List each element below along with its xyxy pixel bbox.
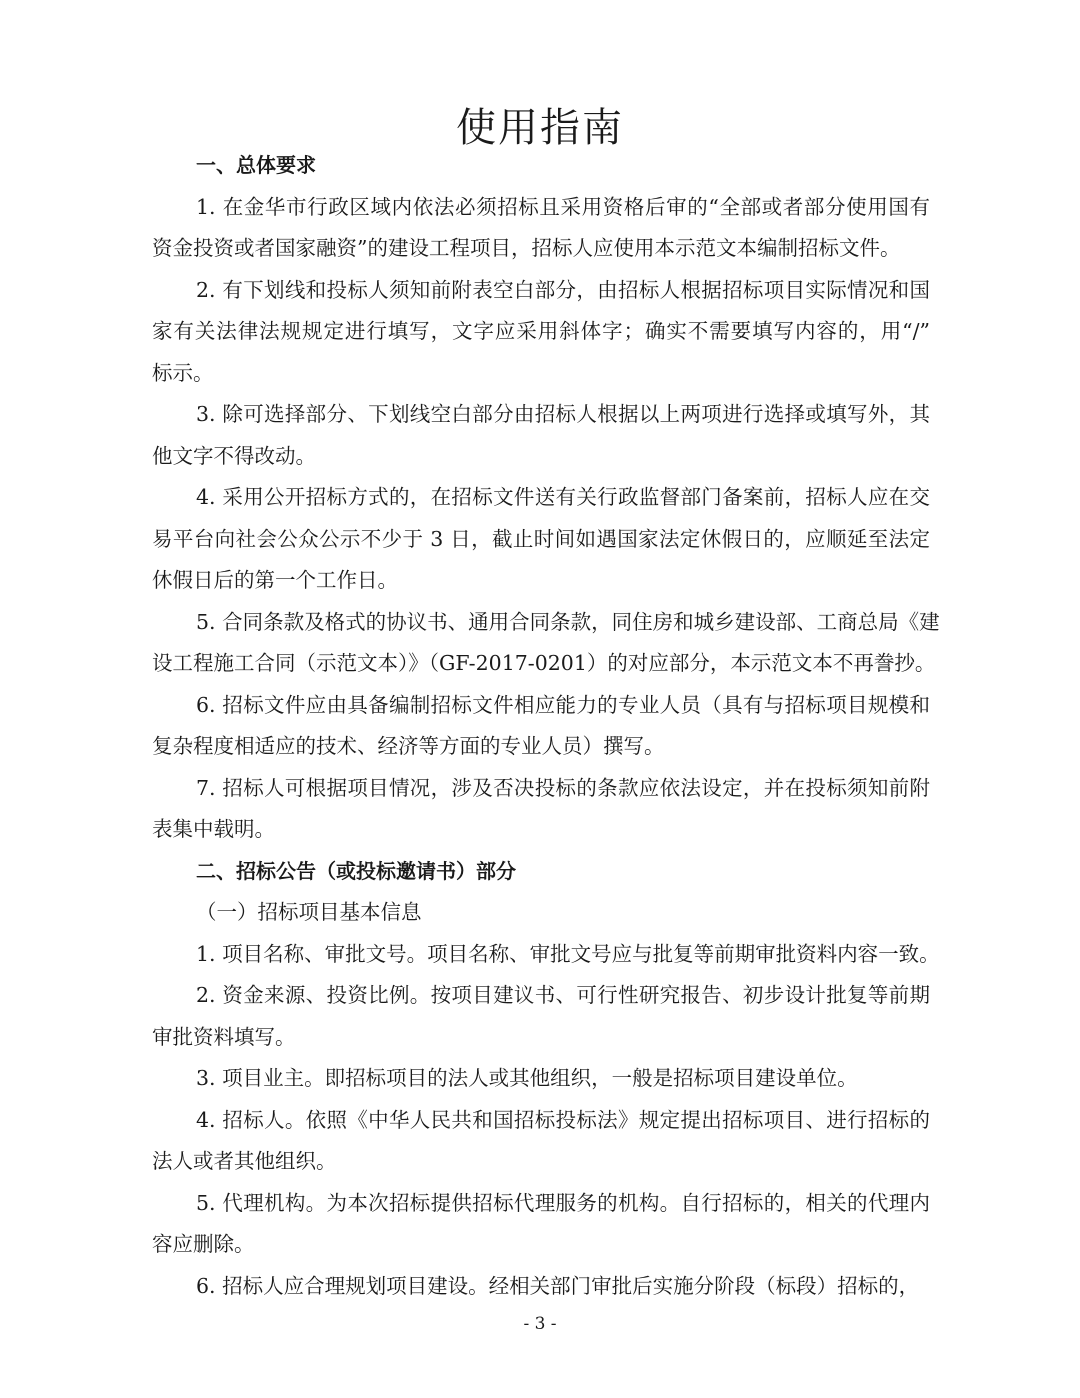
paragraph xyxy=(152,602,940,685)
section-2-items xyxy=(152,934,940,1308)
paragraph-line: 6. 招标文件应由具备编制招标文件相应能力的专业人员（具有与招标项目规模和 xyxy=(196,692,930,717)
section-heading: 一、总体要求 xyxy=(196,153,316,177)
paragraph xyxy=(152,975,930,1058)
paragraph-line: 2. 资金来源、投资比例。按项目建议书、可行性研究报告、初步设计批复等前期 xyxy=(196,983,930,1007)
paragraph-line: 审批资料填写。 xyxy=(152,1024,296,1049)
paragraph-line: 休假日后的第一个工作日。 xyxy=(152,568,398,592)
paragraph xyxy=(152,685,930,768)
paragraph xyxy=(152,1266,930,1308)
paragraph-line: 5. 代理机构。为本次招标提供招标代理服务的机构。自行招标的，相关的代理内 xyxy=(196,1190,930,1215)
paragraph-line: 法人或者其他组织。 xyxy=(152,1149,337,1173)
paragraph-line: 7. 招标人可根据项目情况，涉及否决投标的条款应依法设定，并在投标须知前附 xyxy=(196,775,930,800)
paragraph-line: 家有关法律法规规定进行填写，文字应采用斜体字；确实不需要填写内容的，用“/” xyxy=(152,319,930,343)
subsection-heading: （一）招标项目基本信息 xyxy=(196,900,422,924)
paragraph-line: 4. 采用公开招标方式的，在招标文件送有关行政监督部门备案前，招标人应在交 xyxy=(196,485,930,509)
paragraph xyxy=(152,270,930,395)
paragraph-line: 易平台向社会公众公示不少于 3 日，截止时间如遇国家法定休假日的，应顺延至法定 xyxy=(152,526,930,551)
paragraph-line: 2. 有下划线和投标人须知前附表空白部分，由招标人根据招标项目实际情况和国 xyxy=(196,277,930,302)
paragraph xyxy=(152,477,930,602)
paragraph-line: 3. 项目业主。即招标项目的法人或其他组织，一般是招标项目建设单位。 xyxy=(196,1066,858,1090)
paragraph xyxy=(152,1100,930,1183)
paragraph-line: 6. 招标人应合理规划项目建设。经相关部门审批后实施分阶段（标段）招标的， xyxy=(196,1273,920,1298)
paragraph-line: 设工程施工合同（示范文本）》（GF-2017-0201）的对应部分，本示范文本不再誊抄。 xyxy=(152,651,936,675)
paragraph-line: 5. 合同条款及格式的协议书、通用合同条款，同住房和城乡建设部、工商总局《建 xyxy=(196,609,940,634)
paragraph-line: 容应删除。 xyxy=(152,1232,255,1256)
page-title: 使用指南 xyxy=(456,105,624,151)
paragraph-line: 4. 招标人。依照《中华人民共和国招标投标法》规定提出招标项目、进行招标的 xyxy=(196,1107,930,1132)
paragraph-line: 他文字不得改动。 xyxy=(152,443,316,468)
paragraph-line: 表集中载明。 xyxy=(152,817,275,841)
paragraph xyxy=(152,768,930,851)
document-body xyxy=(152,145,940,1307)
paragraph xyxy=(152,187,930,270)
section-1-items xyxy=(152,187,940,851)
paragraph-line: 标示。 xyxy=(152,360,214,385)
paragraph-line: 复杂程度相适应的技术、经济等方面的专业人员）撰写。 xyxy=(152,734,665,758)
page-number: - 3 - xyxy=(523,1314,557,1334)
paragraph-line: 资金投资或者国家融资”的建设工程项目，招标人应使用本示范文本编制招标文件。 xyxy=(152,236,901,260)
paragraph xyxy=(152,934,940,976)
paragraph xyxy=(152,1058,930,1100)
paragraph-line: 1. 项目名称、审批文号。项目名称、审批文号应与批复等前期审批资料内容一致。 xyxy=(196,941,940,966)
paragraph xyxy=(152,394,930,477)
section-heading: 二、招标公告（或投标邀请书）部分 xyxy=(196,858,516,883)
paragraph-line: 3. 除可选择部分、下划线空白部分由招标人根据以上两项进行选择或填写外，其 xyxy=(196,402,930,426)
paragraph xyxy=(152,1183,930,1266)
paragraph-line: 1. 在金华市行政区域内依法必须招标且采用资格后审的“全部或者部分使用国有 xyxy=(196,194,930,219)
